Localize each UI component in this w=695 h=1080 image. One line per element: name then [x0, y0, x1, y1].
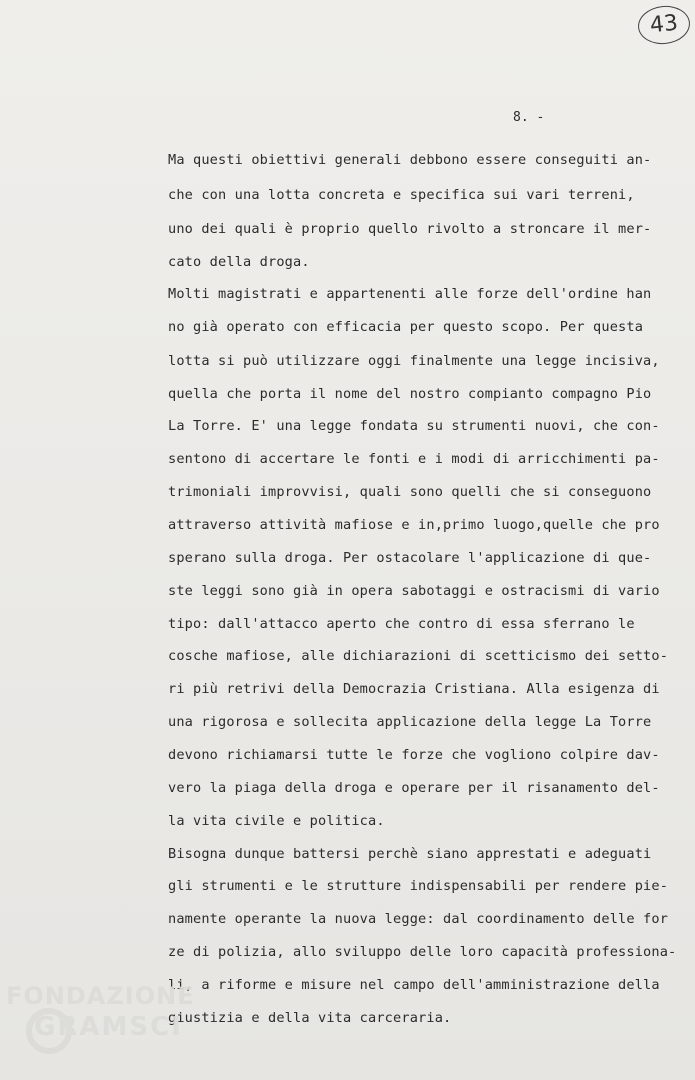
text-line: La Torre. E' una legge fondata su strumenti nuovi, che con- — [168, 418, 660, 434]
text-line: vero la piaga della droga e operare per il risanamento del- — [168, 780, 660, 796]
text-line: ze di polizia, allo sviluppo delle loro capacità professiona- — [168, 944, 677, 960]
text-line: la vita civile e politica. — [168, 813, 385, 829]
text-line: trimoniali improvvisi, quali sono quelli che si conseguono — [168, 484, 652, 500]
text-line: giustizia e della vita carceraria. — [168, 1010, 452, 1026]
text-line: Molti magistrati e appartenenti alle forze dell'ordine han — [168, 286, 652, 302]
text-line: ste leggi sono già in opera sabotaggi e ostracismi di vario — [168, 583, 660, 599]
archive-watermark-logo — [6, 982, 195, 1052]
text-line: no già operato con efficacia per questo scopo. Per questa — [168, 319, 644, 335]
text-line: una rigorosa e sollecita applicazione della legge La Torre — [168, 714, 652, 730]
text-line: ri più retrivi della Democrazia Cristiana. Alla esigenza di — [168, 681, 660, 697]
watermark-text-bottom: GRAMSCI — [34, 1012, 183, 1042]
text-line: gli strumenti e le strutture indispensabili per rendere pie- — [168, 878, 669, 894]
text-line: devono richiamarsi tutte le forze che vogliono colpire dav- — [168, 747, 660, 763]
text-line: cosche mafiose, alle dichiarazioni di scetticismo dei setto- — [168, 648, 669, 664]
text-line: cato della droga. — [168, 254, 310, 270]
text-line: sentono di accertare le fonti e i modi di arricchimenti pa- — [168, 451, 660, 467]
text-line: quella che porta il nome del nostro compianto compagno Pio — [168, 386, 652, 402]
text-line: Bisogna dunque battersi perchè siano apprestati e adeguati — [168, 846, 652, 862]
text-line: lotta si può utilizzare oggi finalmente una legge incisiva, — [168, 353, 660, 369]
watermark-text-top: FONDAZIONE — [6, 982, 195, 1010]
text-line: uno dei quali è proprio quello rivolto a stroncare il mer- — [168, 221, 652, 237]
page-number: 8. - — [513, 110, 545, 125]
text-line: tipo: dall'attacco aperto che contro di essa sferrano le — [168, 616, 635, 632]
text-line: attraverso attività mafiose e in,primo luogo,quelle che pro — [168, 517, 660, 533]
text-line: li, a riforme e misure nel campo dell'amministrazione della — [168, 977, 660, 993]
text-line: che con una lotta concreta e specifica sui vari terreni, — [168, 187, 635, 203]
text-line: sperano sulla droga. Per ostacolare l'applicazione di que- — [168, 550, 652, 566]
text-line: namente operante la nuova legge: dal coordinamento delle for — [168, 911, 669, 927]
text-line: Ma questi obiettivi generali debbono essere conseguiti an- — [168, 152, 652, 168]
archive-page-stamp: 43 — [636, 3, 692, 46]
